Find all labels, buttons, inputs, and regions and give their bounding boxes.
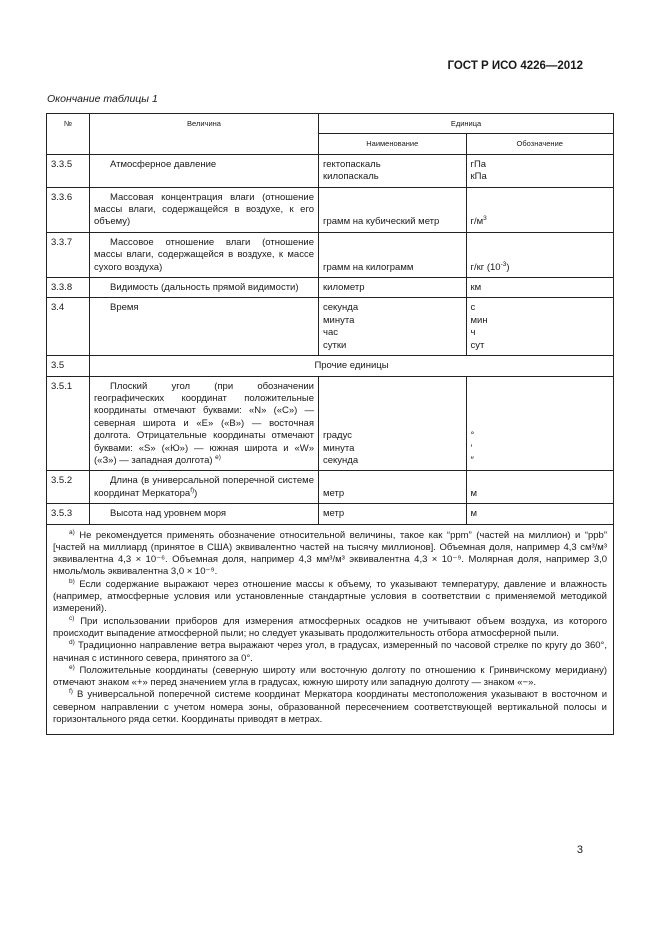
row-unit-name: метр (319, 504, 467, 524)
row-unit-name: грамм на килограмм (319, 232, 467, 277)
row-unit-symbol: г/кг $(10^{-3})$ (466, 232, 614, 277)
row-number: 3.3.5 (47, 154, 90, 187)
row-quantity: Атмосферное давление (90, 154, 319, 187)
row-quantity: Время (90, 298, 319, 356)
table-header-row (47, 114, 614, 134)
footnote-b: $^{b)}$ Если содержание выражают через отношение массы к объему, то указывают температуру, давление и влажность (например, атмосферные условия или установленные стандартные условия в соответствии с применяемой методикой измерений). (53, 577, 608, 615)
col-symbol-header: Обозначение (466, 134, 614, 154)
table-row (47, 298, 614, 356)
row-unit-symbol: с мин ч сут (466, 298, 614, 356)
row-unit-name: грамм на кубический метр (319, 187, 467, 232)
row-number: 3.5.2 (47, 471, 90, 504)
table-row (47, 356, 614, 376)
table-row (47, 504, 614, 524)
row-unit-symbol: м (466, 504, 614, 524)
footnote-d: $^{d)}$ Традиционно направление ветра выражают через угол, в градусах, измеренный по часовой стрелке по кругу до 360°, начиная с истинного севера, принятого за 0°. (53, 639, 607, 664)
footnotes-row (47, 524, 614, 735)
row-unit-name: гектопаскаль килопаскаль (319, 154, 467, 187)
row-unit-symbol: гПа кПа (466, 154, 614, 187)
units-table (46, 113, 614, 735)
row-section-title: Прочие единицы (90, 356, 614, 376)
row-quantity: Длина (в универсальной поперечной системе координат Меркатора$^{f)}$) (90, 471, 319, 504)
row-quantity: Массовая концентрация влаги (отношение массы влаги, содержащейся в воздухе, к его объему) (90, 187, 319, 232)
row-quantity: Массовое отношение влаги (отношение массы влаги, содержащейся в воздухе, к массе сухого воздуха) (90, 232, 319, 277)
table-row (47, 376, 614, 471)
row-unit-name: секунда минута час сутки (319, 298, 467, 356)
table-row (47, 278, 614, 298)
row-number: 3.4 (47, 298, 90, 356)
row-unit-symbol: ° ′ ″ (466, 376, 614, 471)
col-unit-header: Единица (319, 114, 614, 134)
row-unit-symbol: м (466, 471, 614, 504)
page-number: 3 (576, 844, 583, 856)
footnote-e: $^{е)}$ Положительные координаты (северную широту или восточную долготу по отношению к Гринвичскому меридиану) отмечают знаком «+» перед значением угла в градусах, южную широту или западную долготу — знаком «−». (53, 663, 608, 689)
table-caption: Окончание таблицы 1 (47, 93, 158, 105)
footnote-a: $^{а)}$ Не рекомендуется применять обозначение относительной величины, такое как “ppm” (частей на миллион) и “ppb” [частей на миллиард (принятое в США) эквивалентно частей на тысячу миллионов]. Объемная доля, например 4,3 см³/м³ эквивалентна 4,3 × 10⁻⁶. Объемная доля, например 4,3 мм³/м³ эквивалентна 4,3 × 10⁻⁹. Молярная доля, например 3,0 нмоль/моль эквивалентна 3,0 × 10⁻⁹. (53, 528, 607, 578)
row-number: 3.3.8 (47, 278, 90, 298)
row-unit-name: километр (319, 278, 467, 298)
table-row (47, 232, 614, 277)
table-row (47, 187, 614, 232)
document-id: ГОСТ Р ИСО 4226—2012 (447, 60, 583, 72)
col-quantity-header: Величина (90, 114, 319, 155)
row-number: 3.5.1 (47, 376, 90, 471)
footnote-f: $^{f)}$ В универсальной поперечной системе координат Меркатора координаты местоположения указывают в восточном и северном направлении с учетом номера зоны, образованной пересечением соответствующей вертикальной полосы и горизонтального ряда сетки. Координаты приводят в метрах. (53, 688, 608, 726)
row-unit-symbol: км (466, 278, 614, 298)
row-unit-name: метр (319, 471, 467, 504)
row-unit-symbol: $г/м^3$ (466, 187, 614, 232)
row-number: 3.3.7 (47, 232, 90, 277)
footnotes (47, 524, 614, 735)
table-row (47, 154, 614, 187)
row-quantity: Высота над уровнем моря (90, 504, 319, 524)
row-number: 3.5 (47, 356, 90, 376)
table-row (47, 471, 614, 504)
row-number: 3.3.6 (47, 187, 90, 232)
row-unit-name: градус минута секунда (319, 376, 467, 471)
col-number-header: № (47, 114, 90, 155)
footnote-c: $^{c)}$ При использовании приборов для измерения атмосферных осадков не учитывают объем воздуха, из которого происходит выпадение атмосферной пыли; но следует указывать продолжительность отбора атмосферной пыли. (53, 614, 607, 639)
row-number: 3.5.3 (47, 504, 90, 524)
row-quantity: Видимость (дальность прямой видимости) (90, 278, 319, 298)
row-quantity: Плоский угол (при обозначении географических координат положительные координаты отмечают буквами: «N» («С») — северная широта и «E» («В») — восточная долгота. Отрицательные координаты отмечают буквами: «S» («Ю») — южная широта и «W» («З») — западная долгота) $^{е)}$ (90, 376, 319, 471)
col-name-header: Наименование (319, 134, 467, 154)
